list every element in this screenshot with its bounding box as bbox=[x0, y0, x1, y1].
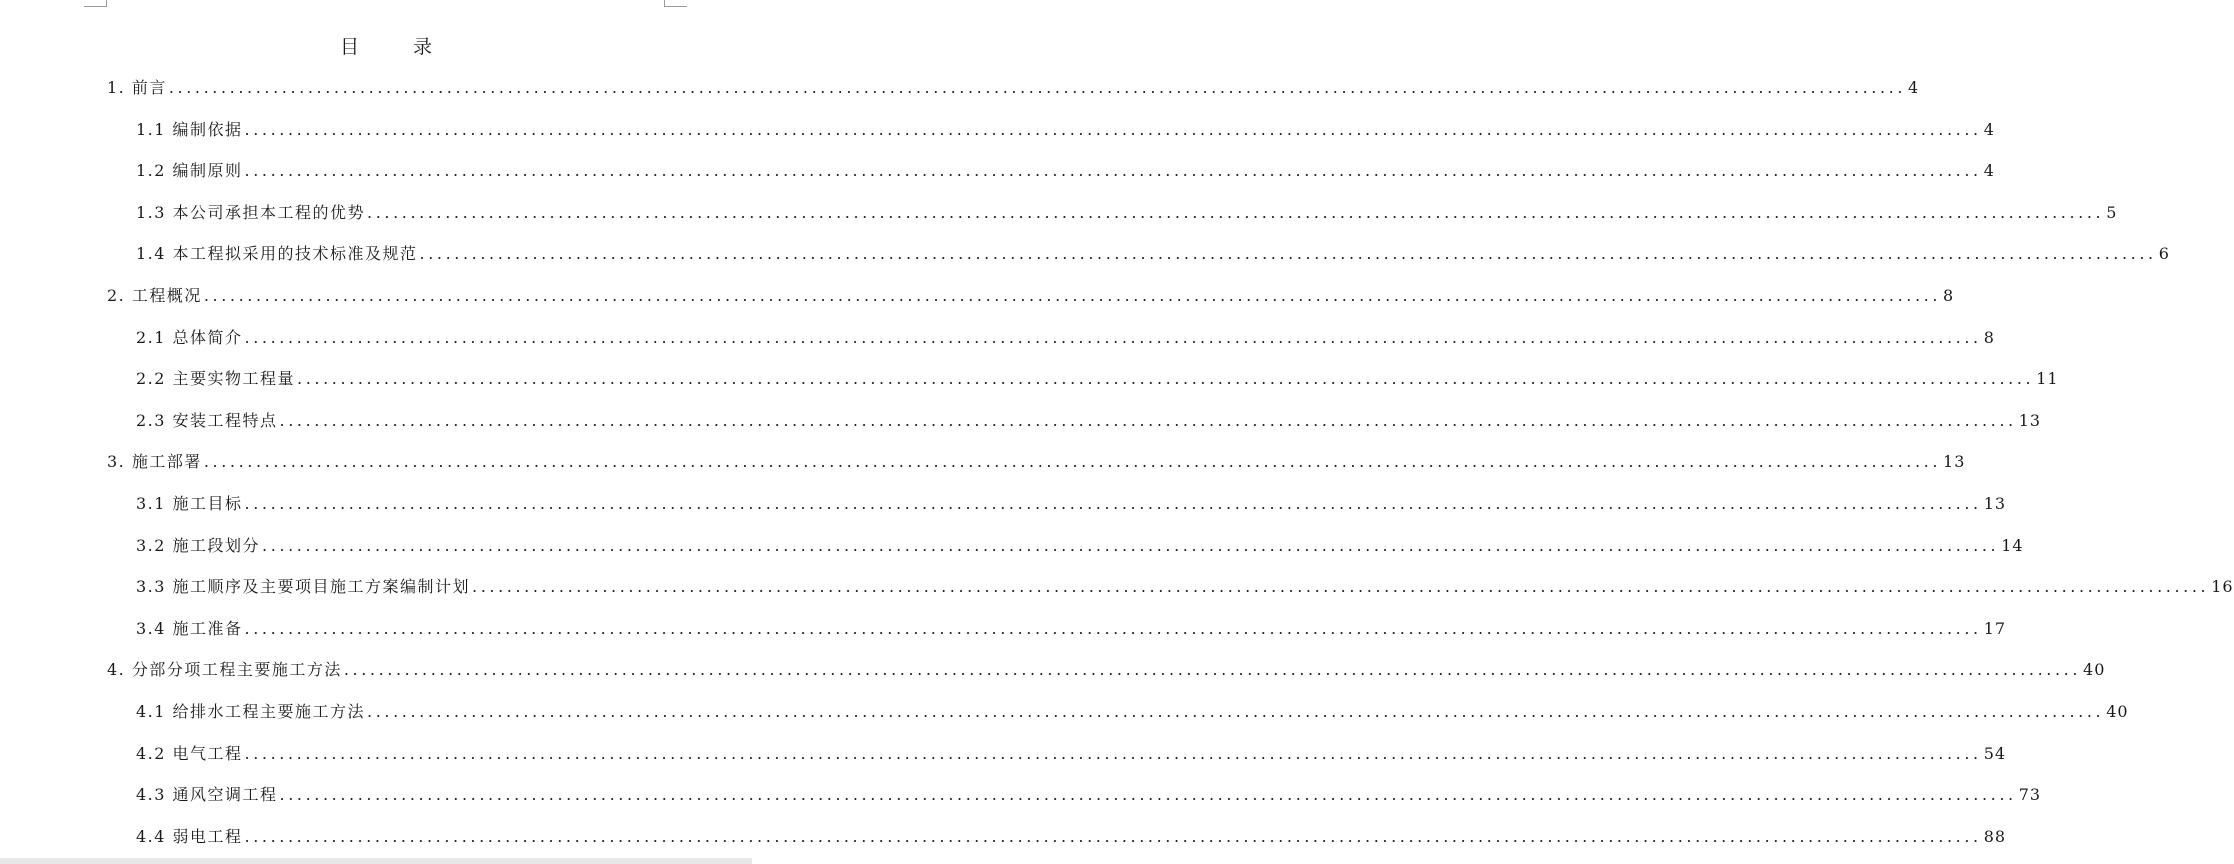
toc-entry[interactable] bbox=[136, 826, 2007, 848]
toc-entry-page-number: 6 bbox=[2158, 244, 2170, 264]
toc-entry[interactable] bbox=[107, 285, 1955, 307]
toc-entry-page-number: 13 bbox=[1943, 452, 1966, 472]
toc-entry-page-number: 73 bbox=[2018, 785, 2042, 805]
toc-dot-leader: ........................................................................................................................................................................................................ bbox=[244, 826, 1982, 846]
toc-entry-title: 4.3 通风空调工程 bbox=[136, 785, 278, 805]
toc-entry[interactable] bbox=[136, 368, 2059, 390]
toc-entry-page-number: 8 bbox=[1943, 286, 1955, 305]
toc-entry-title: 2.1 总体简介 bbox=[136, 327, 243, 347]
toc-dot-leader: ........................................................................................................................................................................................................ bbox=[279, 785, 2017, 805]
toc-dot-leader: ........................................................................................................................................................................................................ bbox=[168, 78, 1907, 97]
toc-entry-page-number: 4 bbox=[1983, 119, 1995, 139]
toc-entry-title: 2. 工程概况 bbox=[107, 286, 202, 305]
toc-dot-leader: ........................................................................................................................................................................................................ bbox=[472, 577, 2210, 597]
toc-entry-page-number: 4 bbox=[1983, 161, 1995, 181]
toc-dot-leader: ........................................................................................................................................................................................................ bbox=[244, 618, 1982, 638]
toc-entry-title: 1. 前言 bbox=[107, 78, 167, 97]
toc-dot-leader: ........................................................................................................................................................................................................ bbox=[419, 244, 2157, 264]
toc-entry-title: 4.4 弱电工程 bbox=[136, 826, 243, 846]
toc-entry[interactable] bbox=[136, 202, 2118, 224]
toc-entry-title: 1.3 本公司承担本工程的优势 bbox=[136, 202, 366, 222]
toc-entry[interactable] bbox=[136, 701, 2129, 723]
toc-entry-title: 3.4 施工准备 bbox=[136, 618, 243, 638]
toc-entry-title: 2.2 主要实物工程量 bbox=[136, 369, 296, 389]
toc-entry-page-number: 14 bbox=[2001, 535, 2024, 555]
toc-entry[interactable] bbox=[136, 618, 2007, 640]
toc-entry-title: 1.2 编制原则 bbox=[136, 161, 243, 181]
toc-entry-page-number: 40 bbox=[2106, 702, 2129, 721]
toc-entry-title: 2.3 安装工程特点 bbox=[136, 410, 278, 430]
toc-entry[interactable] bbox=[107, 451, 1966, 473]
toc-entry-page-number: 11 bbox=[2036, 369, 2059, 389]
toc-entry[interactable] bbox=[136, 160, 1995, 182]
toc-entry-title: 4.1 给排水工程主要施工方法 bbox=[136, 702, 366, 721]
toc-heading-char: 录 bbox=[413, 36, 433, 58]
toc-dot-leader: ........................................................................................................................................................................................................ bbox=[203, 452, 1942, 472]
toc-entry-page-number: 17 bbox=[1983, 618, 2007, 638]
toc-entry-page-number: 40 bbox=[2083, 660, 2106, 680]
page-bottom-edge bbox=[0, 858, 752, 864]
toc-entry[interactable] bbox=[136, 119, 1995, 141]
toc-dot-leader: ........................................................................................................................................................................................................ bbox=[244, 494, 1982, 513]
toc-heading-char: 目 bbox=[339, 36, 359, 58]
toc-dot-leader: ........................................................................................................................................................................................................ bbox=[244, 327, 1982, 347]
toc-dot-leader: ........................................................................................................................................................................................................ bbox=[367, 702, 2105, 721]
toc-entry[interactable] bbox=[136, 535, 2024, 557]
toc-dot-leader: ........................................................................................................................................................................................................ bbox=[279, 410, 2017, 430]
toc-entry-title: 1.4 本工程拟采用的技术标准及规范 bbox=[136, 244, 418, 264]
toc-entry-page-number: 16 bbox=[2211, 577, 2234, 597]
toc-entry[interactable] bbox=[136, 327, 1995, 349]
toc-dot-leader: ........................................................................................................................................................................................................ bbox=[367, 202, 2105, 222]
toc-entry-title: 3.1 施工目标 bbox=[136, 494, 243, 513]
toc-entry[interactable] bbox=[136, 410, 2042, 432]
toc-entry[interactable] bbox=[136, 784, 2042, 806]
toc-entry-page-number: 4 bbox=[1908, 78, 1920, 97]
toc-entry-page-number: 13 bbox=[2018, 410, 2042, 430]
toc-dot-leader: ........................................................................................................................................................................................................ bbox=[297, 369, 2035, 389]
toc-entry[interactable] bbox=[107, 77, 1920, 99]
toc-dot-leader: ........................................................................................................................................................................................................ bbox=[244, 743, 1982, 763]
toc-entry-page-number: 5 bbox=[2106, 202, 2118, 222]
toc-entry-title: 3.2 施工段划分 bbox=[136, 535, 261, 555]
toc-entry-title: 1.1 编制依据 bbox=[136, 119, 243, 139]
toc-entry[interactable] bbox=[136, 243, 2170, 265]
toc-entry-title: 4.2 电气工程 bbox=[136, 743, 243, 763]
toc-entry[interactable] bbox=[136, 576, 2234, 598]
toc-entry[interactable] bbox=[136, 493, 2007, 515]
toc-dot-leader: ........................................................................................................................................................................................................ bbox=[244, 119, 1982, 139]
toc-entry-title: 3. 施工部署 bbox=[107, 452, 202, 472]
toc-entry-page-number: 88 bbox=[1983, 826, 2007, 846]
toc-entry-page-number: 54 bbox=[1983, 743, 2007, 763]
toc-dot-leader: ........................................................................................................................................................................................................ bbox=[203, 286, 1942, 305]
toc-entry[interactable] bbox=[107, 659, 2106, 681]
toc-entry-page-number: 8 bbox=[1983, 327, 1995, 347]
toc-entry[interactable] bbox=[136, 743, 2007, 765]
toc-entry-title: 3.3 施工顺序及主要项目施工方案编制计划 bbox=[136, 577, 471, 597]
toc-dot-leader: ........................................................................................................................................................................................................ bbox=[343, 660, 2082, 680]
toc-dot-leader: ........................................................................................................................................................................................................ bbox=[262, 535, 2000, 555]
toc-entry-page-number: 13 bbox=[1983, 494, 2007, 513]
toc-entry-title: 4. 分部分项工程主要施工方法 bbox=[107, 660, 342, 680]
toc-dot-leader: ........................................................................................................................................................................................................ bbox=[244, 161, 1982, 181]
